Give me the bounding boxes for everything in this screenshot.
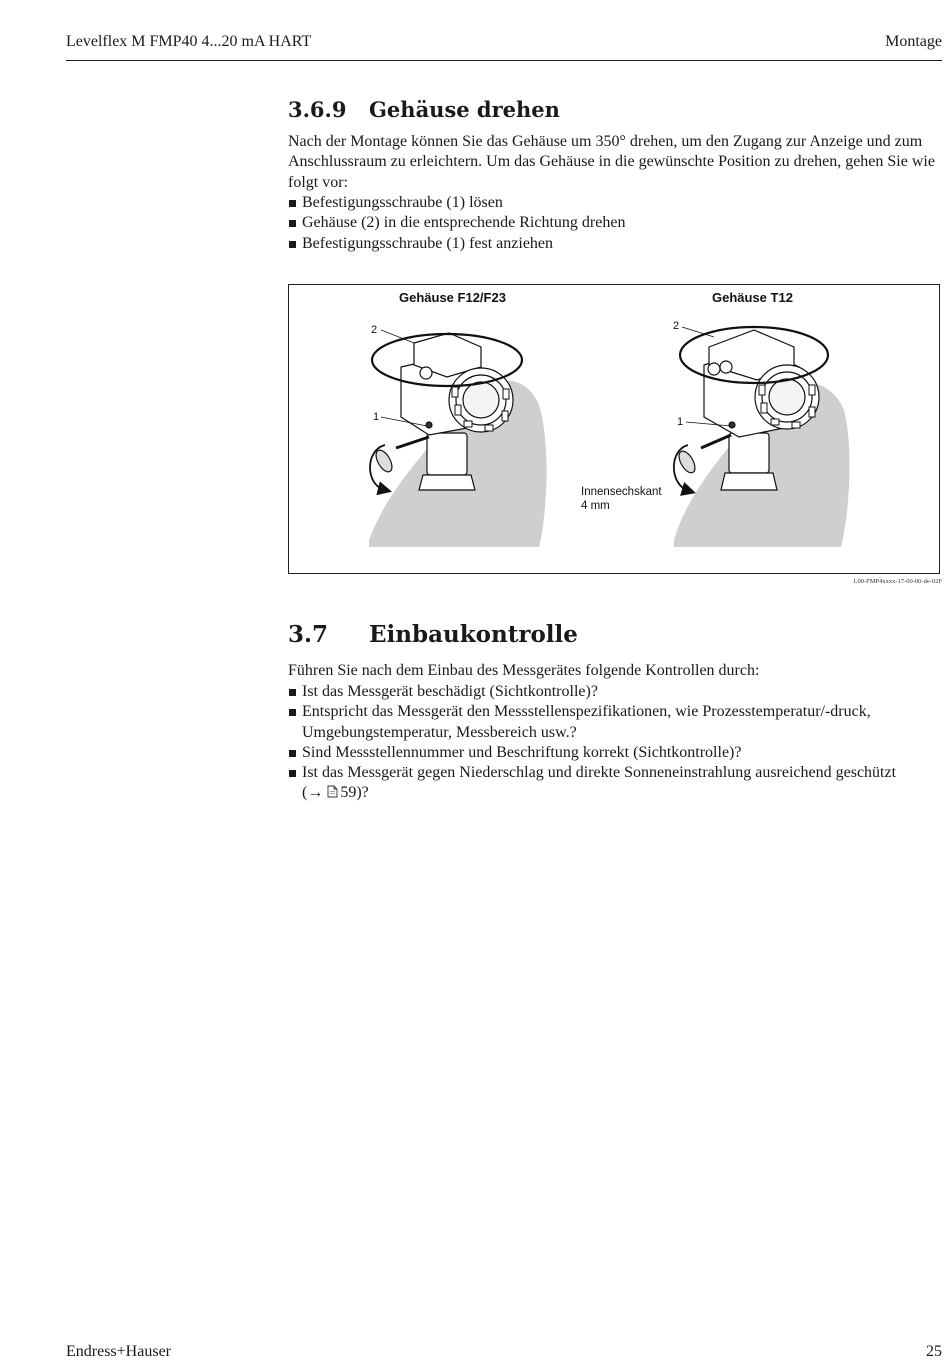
list-item — [288, 763, 942, 804]
steps-list — [288, 193, 942, 254]
page-reference-number: 59)? — [340, 784, 369, 802]
check-text: Ist das Messgerät gegen Niederschlag und direkte Sonneneinstrahlung ausreichend geschützt — [302, 764, 897, 782]
section-intro-paragraph: Führen Sie nach dem Einbau des Messgerätes folgende Kontrollen durch: — [288, 662, 760, 679]
section-number: 3.7 — [288, 621, 329, 648]
left-housing-title: Gehäuse F12/F23 — [399, 290, 506, 305]
section-number: 3.6.9 — [288, 97, 347, 122]
list-item: Gehäuse (2) in die entsprechende Richtung drehen — [288, 213, 942, 233]
right-callout-2: 2 — [673, 320, 680, 332]
tool-label-line1: Innensechskant — [581, 486, 662, 498]
list-item: Sind Messstellennummer und Beschriftung korrekt (Sichtkontrolle)? — [288, 743, 942, 763]
footer-page-number: 25 — [926, 1343, 942, 1360]
section-title: Einbaukontrolle — [369, 621, 578, 648]
header-rule — [66, 60, 942, 61]
left-callout-1: 1 — [373, 411, 380, 423]
page-reference-open: (→ — [302, 784, 324, 802]
figure-code: L00-FMP4xxxx-17-00-00-de-02F — [853, 578, 942, 585]
header-chapter: Montage — [885, 33, 942, 50]
checks-list — [288, 682, 942, 804]
list-item: Befestigungsschraube (1) lösen — [288, 193, 942, 213]
footer-company: Endress+Hauser — [66, 1343, 171, 1360]
section-intro-paragraph: Nach der Montage können Sie das Gehäuse um 350° drehen, um den Zugang zur Anzeige und zum Anschlussraum zu erleichtern. Um das Gehäuse in die gewünschte Position zu drehen, gehen Sie wie folgt vor: — [288, 133, 935, 191]
housing-rotation-figure — [288, 284, 940, 574]
list-item: Befestigungsschraube (1) fest anziehen — [288, 234, 942, 254]
list-item: Entspricht das Messgerät den Messstellenspezifikationen, wie Prozesstemperatur/-druck, Umgebungstemperatur, Messbereich usw.? — [288, 702, 942, 743]
right-housing-title: Gehäuse T12 — [712, 290, 793, 305]
tool-label-line2: 4 mm — [581, 500, 610, 512]
left-callout-2: 2 — [371, 324, 378, 336]
list-item: Ist das Messgerät beschädigt (Sichtkontrolle)? — [288, 682, 942, 702]
section-heading-gehaeuse-drehen — [288, 97, 560, 123]
page-reference-icon — [327, 785, 338, 798]
header-product: Levelflex M FMP40 4...20 mA HART — [66, 33, 312, 50]
figure-illustration — [289, 285, 939, 573]
section-title: Gehäuse drehen — [369, 97, 560, 122]
section-heading-einbaukontrolle — [288, 622, 578, 648]
right-callout-1: 1 — [677, 416, 684, 428]
